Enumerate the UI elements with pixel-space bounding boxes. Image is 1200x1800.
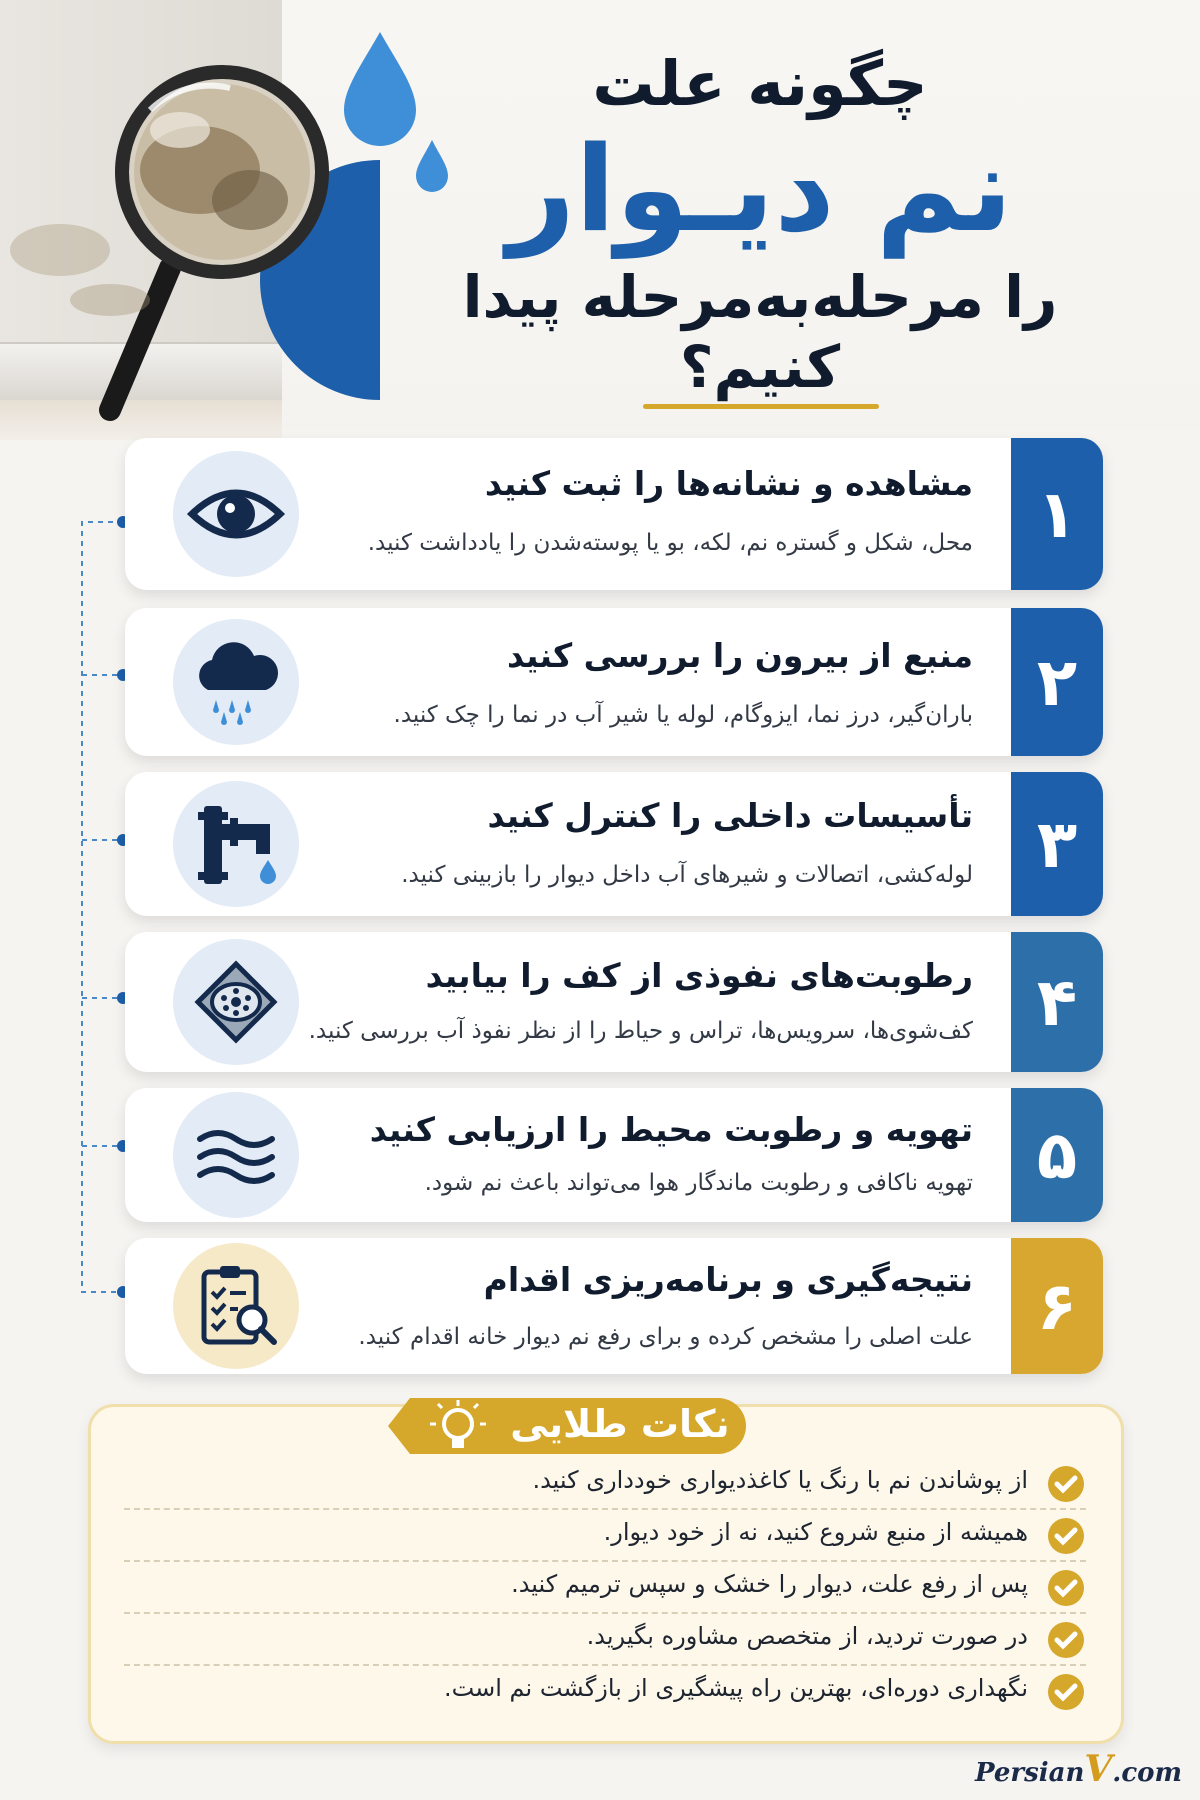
tip-item-5 bbox=[124, 1666, 1086, 1716]
step-card-5 bbox=[125, 1088, 1103, 1222]
title-block bbox=[410, 48, 1110, 403]
step-title-2: منبع از بیرون را بررسی کنید bbox=[507, 636, 973, 675]
step-title-6: نتیجه‌گیری و برنامه‌ریزی اقدام bbox=[483, 1260, 973, 1299]
water-drop-icon bbox=[344, 32, 416, 146]
step-title-5: تهویه و رطوبت محیط را ارزیابی کنید bbox=[369, 1110, 973, 1149]
brand-watermark bbox=[975, 1748, 1183, 1790]
brand-v: V bbox=[1084, 1748, 1113, 1790]
check-icon bbox=[1046, 1464, 1086, 1504]
step-desc-6: علت اصلی را مشخص کرده و برای رفع نم دیوار خانه اقدام کنید. bbox=[358, 1324, 973, 1350]
tip-item-2 bbox=[124, 1510, 1086, 1562]
title-underline bbox=[643, 404, 879, 409]
tip-text-3: پس از رفع علت، دیوار را خشک و سپس ترمیم کنید. bbox=[511, 1570, 1028, 1598]
tip-text-2: همیشه از منبع شروع کنید، نه از خود دیوار. bbox=[603, 1518, 1028, 1546]
pipe-faucet-icon bbox=[186, 794, 286, 894]
tip-text-1: از پوشاندن نم با رنگ یا کاغذدیواری خودداری کنید. bbox=[532, 1466, 1028, 1494]
step-desc-1: محل، شکل و گستره نم، لکه، بو یا پوسته‌شدن را یادداشت کنید. bbox=[367, 530, 973, 556]
check-icon bbox=[1046, 1516, 1086, 1556]
step-number-1: ۱ bbox=[1011, 438, 1103, 590]
step-desc-3: لوله‌کشی، اتصالات و شیرهای آب داخل دیوار را بازبینی کنید. bbox=[401, 862, 973, 888]
step-icon-circle-1 bbox=[173, 451, 299, 577]
step-icon-circle-5 bbox=[173, 1092, 299, 1218]
tip-text-4: در صورت تردید، از متخصص مشاوره بگیرید. bbox=[586, 1622, 1028, 1650]
step-card-2 bbox=[125, 608, 1103, 756]
step-title-3: تأسیسات داخلی را کنترل کنید bbox=[487, 796, 973, 835]
eye-icon bbox=[186, 464, 286, 564]
step-desc-2: باران‌گیر، درز نما، ایزوگام، لوله یا شیر آب در نما را چک کنید. bbox=[393, 702, 973, 728]
check-icon bbox=[1046, 1568, 1086, 1608]
tip-item-4 bbox=[124, 1614, 1086, 1666]
brand-part-1: Persian bbox=[975, 1758, 1085, 1788]
tip-text-5: نگهداری دوره‌ای، بهترین راه پیشگیری از بازگشت نم است. bbox=[443, 1674, 1028, 1702]
step-desc-5: تهویه ناکافی و رطوبت ماندگار هوا می‌تواند باعث نم شود. bbox=[424, 1170, 973, 1196]
step-number-4: ۴ bbox=[1011, 932, 1103, 1072]
rain-cloud-icon bbox=[186, 632, 286, 732]
title-line-3: را مرحله‌به‌مرحله پیدا کنیم؟ bbox=[462, 263, 1058, 402]
step-icon-circle-4 bbox=[173, 939, 299, 1065]
step-icon-circle-3 bbox=[173, 781, 299, 907]
step-number-6: ۶ bbox=[1011, 1238, 1103, 1374]
title-line-2: نم دیـوار bbox=[507, 120, 1013, 259]
step-card-4 bbox=[125, 932, 1103, 1072]
step-card-3 bbox=[125, 772, 1103, 916]
title-line-1: چگونه علت bbox=[592, 47, 928, 120]
step-icon-circle-6 bbox=[173, 1243, 299, 1369]
tip-item-1 bbox=[124, 1458, 1086, 1510]
step-desc-4: کف‌شوی‌ها، سرویس‌ها، تراس و حیاط را از نظر نفوذ آب بررسی کنید. bbox=[308, 1018, 973, 1044]
step-card-1 bbox=[125, 438, 1103, 590]
air-waves-icon bbox=[186, 1105, 286, 1205]
step-number-5: ۵ bbox=[1011, 1088, 1103, 1222]
tip-item-3 bbox=[124, 1562, 1086, 1614]
check-icon bbox=[1046, 1620, 1086, 1660]
tips-title: نکات طلایی bbox=[510, 1402, 730, 1446]
check-icon bbox=[1046, 1672, 1086, 1712]
step-title-1: مشاهده و نشانه‌ها را ثبت کنید bbox=[484, 464, 973, 503]
clipboard-search-icon bbox=[186, 1256, 286, 1356]
step-title-4: رطوبت‌های نفوذی از کف را بیابید bbox=[425, 956, 973, 995]
step-number-2: ۲ bbox=[1011, 608, 1103, 756]
timeline-connector bbox=[0, 0, 140, 1320]
step-card-6 bbox=[125, 1238, 1103, 1374]
step-number-3: ۳ bbox=[1011, 772, 1103, 916]
brand-part-2: .com bbox=[1112, 1758, 1183, 1788]
floor-drain-icon bbox=[186, 952, 286, 1052]
